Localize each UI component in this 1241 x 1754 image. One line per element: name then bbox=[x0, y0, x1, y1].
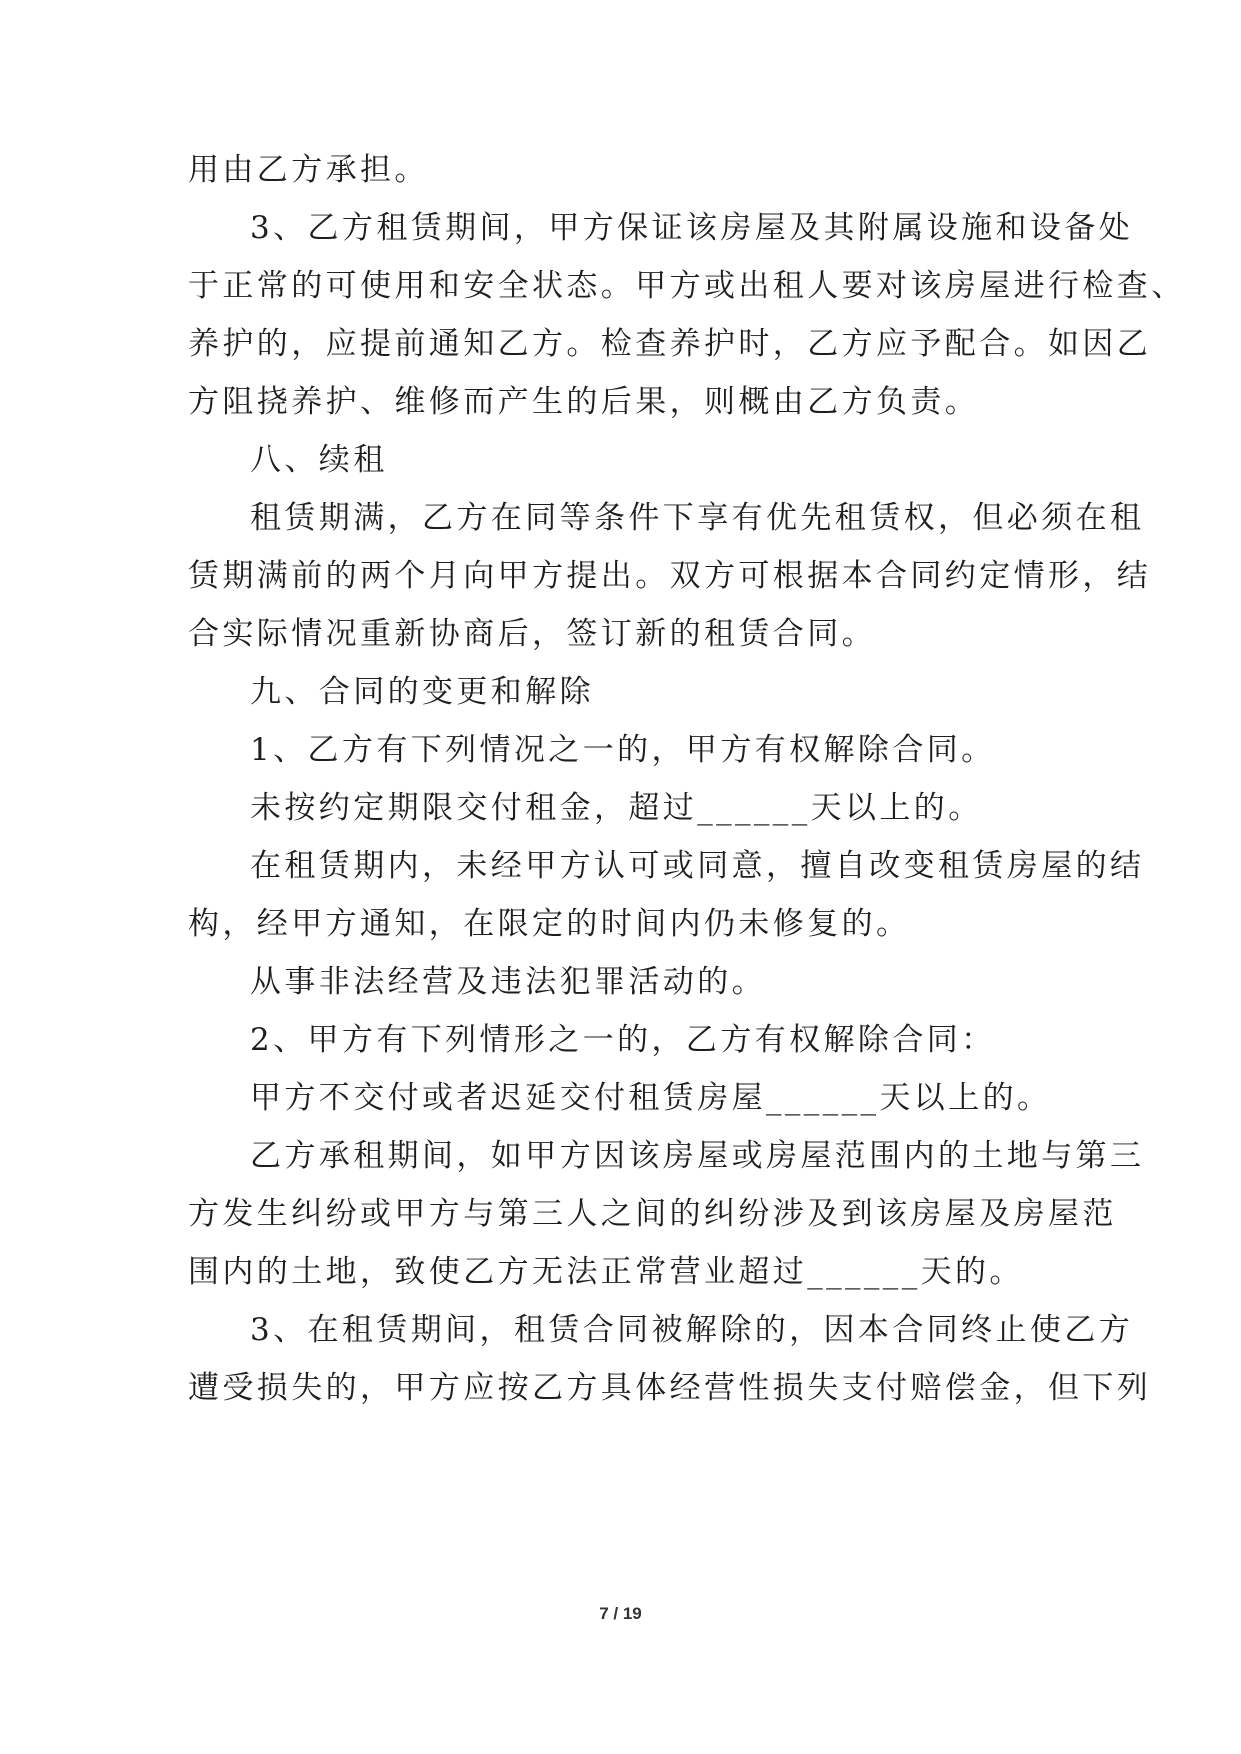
paragraph-line: 1、乙方有下列情况之一的，甲方有权解除合同。 bbox=[250, 732, 996, 768]
paragraph-line: 2、甲方有下列情形之一的，乙方有权解除合同： bbox=[250, 1022, 996, 1058]
paragraph-line: 3、乙方租赁期间，甲方保证该房屋及其附属设施和设备处 bbox=[250, 210, 1134, 246]
paragraph-line: 养护的，应提前通知乙方。检查养护时，乙方应予配合。如因乙 bbox=[188, 326, 1152, 362]
paragraph-line: 未按约定期限交付租金，超过______天以上的。 bbox=[250, 790, 983, 826]
paragraph-line: 遭受损失的，甲方应按乙方具体经营性损失支付赔偿金，但下列 bbox=[188, 1370, 1152, 1406]
paragraph-line: 用由乙方承担。 bbox=[188, 152, 429, 188]
paragraph-line: 方发生纠纷或甲方与第三人之间的纠纷涉及到该房屋及房屋范 bbox=[188, 1196, 1117, 1232]
paragraph-line: 于正常的可使用和安全状态。甲方或出租人要对该房屋进行检查、 bbox=[188, 268, 1186, 304]
paragraph-line: 赁期满前的两个月向甲方提出。双方可根据本合同约定情形，结 bbox=[188, 558, 1152, 594]
paragraph-line: 乙方承租期间，如甲方因该房屋或房屋范围内的土地与第三 bbox=[250, 1138, 1145, 1174]
paragraph-line: 租赁期满，乙方在同等条件下享有优先租赁权，但必须在租 bbox=[250, 500, 1145, 536]
section-heading: 九、合同的变更和解除 bbox=[250, 674, 594, 710]
paragraph-line: 在租赁期内，未经甲方认可或同意，擅自改变租赁房屋的结 bbox=[250, 848, 1145, 884]
page-number: 7 / 19 bbox=[599, 1604, 642, 1623]
paragraph-line: 围内的土地，致使乙方无法正常营业超过______天的。 bbox=[188, 1254, 1024, 1290]
paragraph-line: 从事非法经营及违法犯罪活动的。 bbox=[250, 964, 766, 1000]
paragraph-line: 甲方不交付或者迟延交付租赁房屋______天以上的。 bbox=[250, 1080, 1052, 1116]
paragraph-line: 方阻挠养护、维修而产生的后果，则概由乙方负责。 bbox=[188, 384, 980, 420]
paragraph-line: 构，经甲方通知，在限定的时间内仍未修复的。 bbox=[188, 906, 911, 942]
paragraph-line: 合实际情况重新协商后，签订新的租赁合同。 bbox=[188, 616, 876, 652]
section-heading: 八、续租 bbox=[250, 442, 388, 478]
paragraph-line: 3、在租赁期间，租赁合同被解除的，因本合同终止使乙方 bbox=[250, 1312, 1134, 1348]
